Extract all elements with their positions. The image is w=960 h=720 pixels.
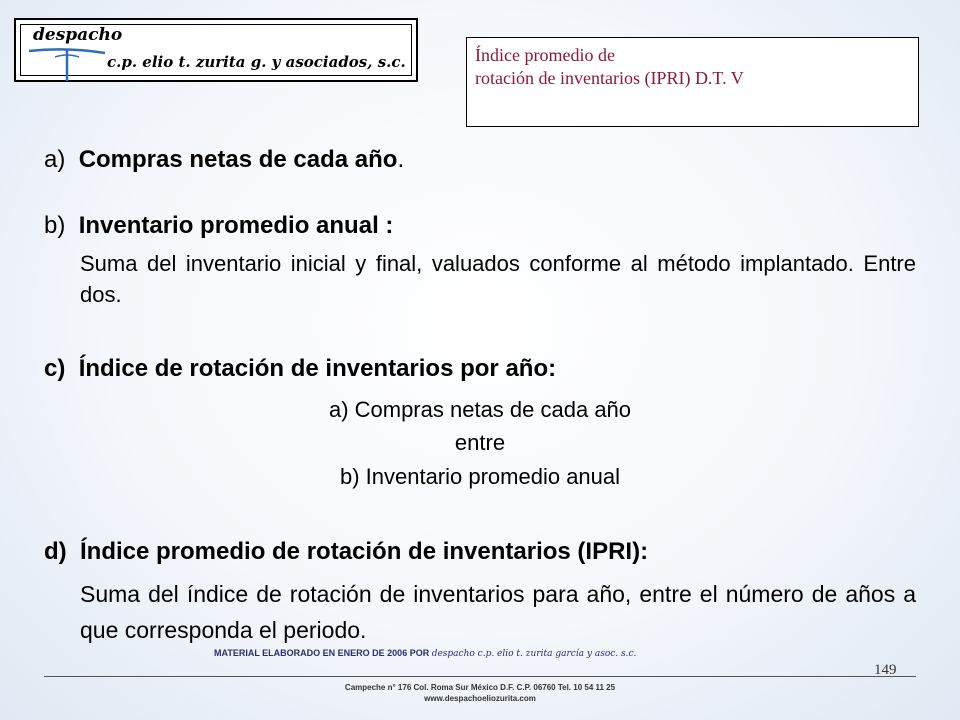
item-d-heading (44, 538, 648, 566)
item-d-title: Índice promedio de rotación de inventarios (IPRI): (80, 538, 649, 565)
item-c-marker: c) (44, 355, 66, 382)
item-a-period: . (397, 146, 405, 173)
formula-denominator: b) Inventario promedio anual (339, 464, 621, 489)
item-b-marker: b) (44, 212, 66, 239)
item-d-marker: d) (44, 538, 67, 565)
formula-numerator: a) Compras netas de cada año (328, 397, 632, 422)
item-d-body: Suma del índice de rotación de inventarios para año, entre el número de años a que corresponda el periodo. (80, 581, 916, 643)
item-a-heading (44, 146, 404, 174)
page-number: 149 (874, 662, 897, 678)
formula-divider-word: entre (454, 430, 506, 455)
item-b-title: Inventario promedio anual : (78, 212, 394, 239)
item-b-body: Suma del inventario inicial y final, valuados conforme al método implantado. Entre dos. (80, 251, 916, 307)
logo-box (14, 18, 418, 82)
footer-credit-brand: despacho c.p. elio t. zurita garcía y asoc. s.c. (431, 649, 637, 659)
item-c-title: Índice de rotación de inventarios por año: (78, 355, 557, 382)
logo-company-name: c.p. elio t. zurita g. y asociados, s.c. (107, 53, 406, 71)
item-a-title: Compras netas de cada año (78, 146, 398, 173)
slide-title-box (466, 37, 919, 127)
logo-inner-frame (20, 24, 412, 76)
footer-credit-text: MATERIAL ELABORADO EN ENERO DE 2006 POR (214, 648, 430, 658)
logo-word: despacho (33, 25, 123, 45)
footer-website: www.despachoeliozurita.com (424, 694, 536, 703)
slide-title-line-1: Índice promedio de (475, 45, 615, 65)
footer-credit (214, 648, 636, 659)
item-a-marker: a) (44, 146, 66, 173)
logo-mark-icon (27, 43, 107, 83)
footer-rule (44, 676, 916, 677)
item-c-heading (44, 355, 556, 383)
item-b-heading (44, 212, 393, 240)
slide-title-line-2: rotación de inventarios (IPRI) D.T. V (475, 68, 744, 88)
footer-address: Campeche n° 176 Col. Roma Sur México D.F. C.P. 06760 Tel. 10 54 11 25 (344, 683, 616, 692)
